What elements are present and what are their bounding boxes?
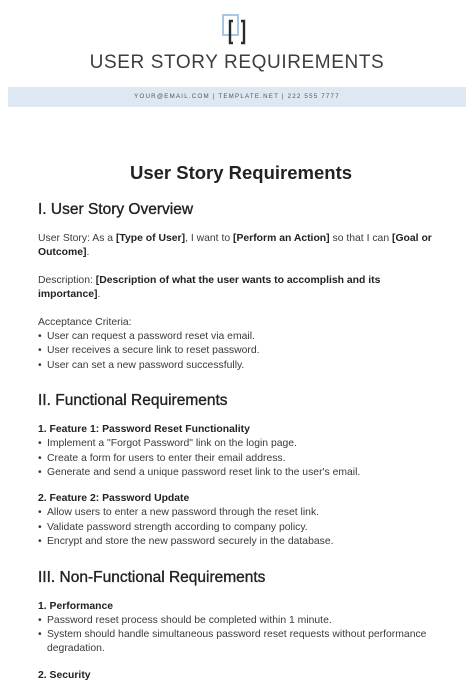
- list-item: • User can set a new password successfully.: [38, 359, 444, 373]
- list-item: • Implement a "Forgot Password" link on the login page.: [38, 437, 444, 451]
- list-item: • Generate and send a unique password reset link to the user's email.: [38, 466, 444, 480]
- user-story-text: User Story: As a [Type of User], I want to [Perform an Action] so that I can [Goal or Outcome].: [38, 233, 432, 258]
- list-item: • User can request a password reset via email.: [38, 330, 444, 344]
- acceptance-criteria-list: [38, 330, 444, 373]
- feature-2-title: 2. Feature 2: Password Update: [38, 493, 190, 505]
- section-heading-overview: I. User Story Overview: [38, 201, 194, 218]
- feature-1-list: [38, 437, 444, 480]
- feature-1-title: 1. Feature 1: Password Reset Functionality: [38, 424, 250, 436]
- list-item: • Validate password strength according to company policy.: [38, 521, 444, 535]
- document-body: [38, 162, 444, 683]
- list-item: • Allow users to enter a new password through the reset link.: [38, 506, 444, 520]
- page-title: User Story Requirements: [129, 162, 353, 183]
- template-logo-icon: [222, 14, 252, 46]
- list-item: • Create a form for users to enter their email address.: [38, 452, 444, 466]
- list-item: • User receives a secure link to reset password.: [38, 344, 444, 358]
- acceptance-criteria-label: Acceptance Criteria:: [38, 317, 132, 328]
- security-title: 2. Security: [38, 669, 91, 681]
- list-item: • Encrypt and store the new password securely in the database.: [38, 535, 444, 549]
- list-item: • System should handle simultaneous password reset requests without performance degradation.: [38, 628, 444, 657]
- document-header-title: USER STORY REQUIREMENTS: [89, 52, 385, 73]
- description-text: Description: [Description of what the user wants to accomplish and its importance].: [38, 275, 381, 300]
- section-heading-nonfunctional: III. Non-Functional Requirements: [38, 568, 266, 586]
- list-item: • Password reset process should be completed within 1 minute.: [38, 614, 444, 628]
- feature-2-list: [38, 506, 444, 549]
- performance-title: 1. Performance: [38, 600, 114, 612]
- contact-info-bar: YOUR@EMAIL.COM | TEMPLATE.NET | 222 555 7777: [8, 87, 466, 107]
- performance-list: [38, 614, 444, 657]
- section-heading-functional: II. Functional Requirements: [38, 392, 228, 410]
